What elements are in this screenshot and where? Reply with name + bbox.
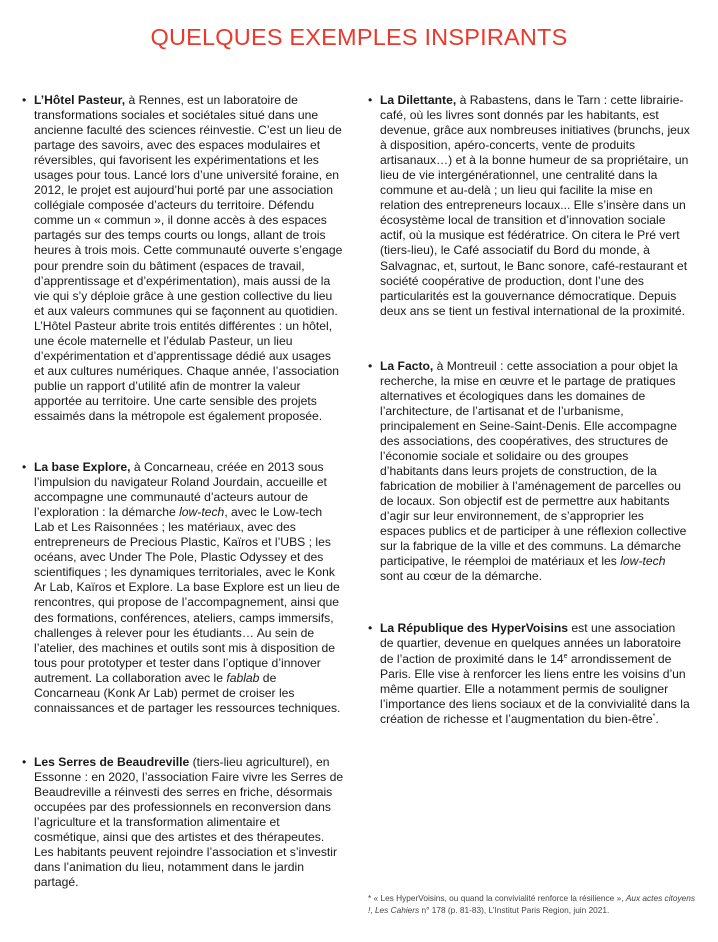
- example-hypervoisins: [368, 621, 690, 726]
- footnote-marker: *: [652, 712, 656, 720]
- bullet: •: [22, 460, 27, 475]
- footnote-italic: Aux actes citoyens !: [368, 893, 695, 915]
- bullet: •: [368, 621, 373, 636]
- entry-name: La République des HyperVoisins: [380, 621, 568, 636]
- entry-name: Les Serres de Beaudreville: [34, 754, 190, 769]
- example-la-dilettante: [368, 93, 690, 319]
- entry-name: La base Explore,: [34, 460, 131, 475]
- footnote-italic: Les Cahiers: [374, 904, 420, 915]
- page-title: QUELQUES EXEMPLES INSPIRANTS: [150, 24, 568, 50]
- entry-text: à Rennes, est un laboratoire de transformations sociales et sociétales situé dans une ancienne faculté des sciences réinvestie. C’est un lieu de partage des savoirs, avec des espaces modulaires et réversibles, qui favorisent les expérimentations et les usages pour tous. Lancé lors d’une université foraine, en 2012, le projet est aujourd’hui porté par une association collégiale composée d’acteurs du territoire. Défendu comme un « commun », il donne accès à des espaces partagés sur des temps courts ou longs, allant de trois heures à trois mois. Cette communauté ouverte s’engage pour prendre soin du bâtiment (espaces de travail, d’apprentissage et d’expérimentation), mais aussi de la vie qui s’y déploie grâce à une gestion collective du lieu et aux valeurs communes qui se façonnent au quotidien. L’Hôtel Pasteur abrite trois entités différentes : un hôtel, une école maternelle et l’édulab Pasteur, un lieu d’expérimentation et d’apprentissage dédié aux usages et aux cultures numériques. Chaque année, l’association publie un rapport d’utilité afin de montrer la valeur apportée au territoire. Une carte sensible des projets essaimés dans la métropole est également proposée.: [34, 93, 343, 423]
- example-la-facto: [368, 359, 690, 585]
- right-column: [368, 92, 690, 727]
- entry-text: , avec le Low-tech Lab et Les Raisonnées ; les matériaux, avec des entrepreneurs de Precious Plastic, Kaïros et l’UBS ; les océans, avec Under The Pole, Plastic Odyssey et des scientifiques ; les dynamiques territoriales, avec le Konk Ar Lab, Kaïros et Explore. La base Explore est un lieu de rencontres, qui propose de l’accompagnement, ainsi que des formations, conférences, ateliers, camps immersifs, challenges à relever pour les étudiants… Au sein de l’atelier, des machines et outils sont mis à disposition de tous pour prototyper et tester dans l’optique d’innover autrement. La collaboration avec le: [34, 505, 340, 685]
- entry-text: .: [655, 711, 659, 726]
- footnote-text: ,: [370, 904, 375, 915]
- entry-italic: low-tech: [179, 505, 225, 520]
- superscript: e: [563, 652, 568, 660]
- footnote-text: * « Les HyperVoisins, ou quand la convivialité renforce la résilience »,: [368, 893, 626, 903]
- left-column: [22, 92, 344, 890]
- example-base-explore: [22, 460, 344, 716]
- bullet: •: [22, 93, 27, 107]
- bullet: •: [368, 358, 373, 373]
- entry-text: est une association de quartier, devenue en quelques années un laboratoire de l’action de proximité dans le 14: [380, 621, 682, 666]
- example-hotel-pasteur: [22, 93, 344, 424]
- entry-text: à Rabastens, dans le Tarn : cette librairie-café, où les livres sont donnés par les habitants, est devenue, grâce aux nombreuses initiatives (brunchs, jeux à disposition, apéro-concerts, vente de produits artisanaux…) et à la bonne humeur de sa propriétaire, un lieu de vie intergénérationnel, une centralité dans la commune et au-delà ; un lieu qui facilite la mise en relation des entrepreneurs locaux... Elle s’insère dans un écosystème local de transition et d’innovation sociale actif, où la musique est fédératrice. On citera le Pré vert (tiers-lieu), le Café associatif du Bord du monde, à Salvagnac, et, surtout, le Banc sonore, café-restaurant et société coopérative de production, dont l’une des particularités est la gouvernance démocratique. Depuis deux ans se tient un festival international de la proximité.: [380, 93, 690, 318]
- footnote: [368, 893, 698, 916]
- entry-name: La Dilettante,: [380, 93, 457, 107]
- entry-text: de Concarneau (Konk Ar Lab) permet de croiser les connaissances et de partager les ressources techniques.: [34, 670, 341, 715]
- entry-text: à Concarneau, créée en 2013 sous l’impulsion du navigateur Roland Jourdain, accueille et accompagne une communauté d’acteurs autour de l’exploration : la démarche: [34, 460, 327, 520]
- entry-text: arrondissement de Paris. Elle vise à renforcer les liens entre les voisins d’un même quartier. Elle a notamment permis de souligner l’importance des liens sociaux et de la convivialité dans la création de richesse et l’augmentation du bien-être: [380, 651, 690, 726]
- entry-name: La Facto,: [380, 358, 434, 373]
- entry-name: L’Hôtel Pasteur,: [34, 93, 126, 107]
- entry-italic: low-tech: [620, 554, 666, 569]
- bullet: •: [368, 93, 373, 107]
- entry-italic: fablab: [226, 670, 260, 685]
- example-serres-beaudreville: [22, 755, 344, 890]
- footnote-text: n° 178 (p. 81-83), L’Institut Paris Region, juin 2021.: [419, 904, 610, 915]
- entry-text: (tiers-lieu agriculturel), en Essonne : en 2020, l’association Faire vivre les Serres de Beaudreville a réinvesti des serres en friche, désormais occupées par des professionnels en reconversion dans l’agriculture et la transformation alimentaire et cosmétique, ainsi que des artistes et des thérapeutes. Les habitants peuvent rejoindre l’association et s’investir dans l’animation du lieu, notamment dans le jardin partagé.: [34, 754, 344, 890]
- entry-text: sont au cœur de la démarche.: [380, 569, 542, 584]
- bullet: •: [22, 754, 27, 769]
- entry-text: à Montreuil : cette association a pour objet la recherche, la mise en œuvre et le partage de pratiques alternatives et écologiques dans les domaines de l’architecture, de l’artisanat et de l’urbanisme, principalement en Seine-Saint-Denis. Elle accompagne des associations, des coopératives, des structures de l’économie sociale et solidaire ou des groupes d’habitants dans leurs projets de construction, de la fabrication de mobilier à l’aménagement de parcelles ou de locaux. Son objectif est de permettre aux habitants d’agir sur leur environnement, de s’approprier les espaces publics et de participer à une réflexion collective sur la fabrique de la ville et des communs. La démarche participative, le réemploi de matériaux et les: [380, 358, 687, 569]
